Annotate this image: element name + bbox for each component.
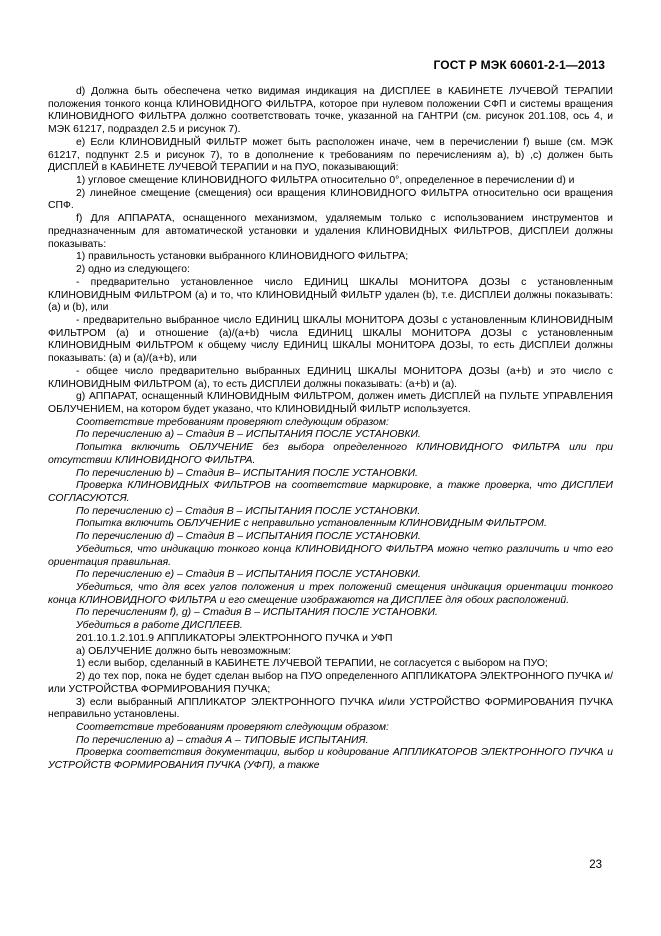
paragraph: d) Должна быть обеспечена четко видимая индикация на ДИСПЛЕЕ в КАБИНЕТЕ ЛУЧЕВОЙ ТЕРАПИИ положения тонкого конца КЛИНОВИДНОГО ФИЛЬТРА, которое при нулевом положении СФП и системы вращения КЛИНОВИДНОГО ФИЛЬТРА должно соответствовать точке, указанной на ГАНТРИ (см. рисунок 201.108, ось 4, и МЭК 61217, подраздел 2.5 и рисунок 7).: [48, 86, 613, 136]
paragraph: 201.10.1.2.101.9 АППЛИКАТОРЫ ЭЛЕКТРОННОГО ПУЧКА и УФП: [76, 632, 393, 644]
paragraph: По перечислению b) – Стадия В– ИСПЫТАНИЯ ПОСЛЕ УСТАНОВКИ.: [76, 467, 418, 479]
paragraph: По перечислению e) – Стадия В – ИСПЫТАНИЯ ПОСЛЕ УСТАНОВКИ.: [76, 569, 421, 581]
paragraph: Соответствие требованиям проверяют следующим образом:: [76, 416, 389, 428]
paragraph: Проверка КЛИНОВИДНЫХ ФИЛЬТРОВ на соответствие маркировке, а также проверка, что ДИСПЛЕИ СОГЛАСУЮТСЯ.: [48, 480, 613, 504]
page-body: [48, 86, 613, 773]
paragraph: Попытка включить ОБЛУЧЕНИЕ с неправильно установленным КЛИНОВИДНЫМ ФИЛЬТРОМ.: [76, 518, 547, 530]
paragraph: По перечислению c) – Стадия В – ИСПЫТАНИЯ ПОСЛЕ УСТАНОВКИ.: [76, 505, 421, 517]
paragraph: Соответствие требованиям проверяют следующим образом:: [76, 721, 389, 733]
paragraph: По перечислению d) – Стадия В – ИСПЫТАНИЯ ПОСЛЕ УСТАНОВКИ.: [76, 531, 421, 543]
paragraph: 2) до тех пор, пока не будет сделан выбор на ПУО определенного АППЛИКАТОРА ЭЛЕКТРОННОГО ПУЧКА и/или УСТРОЙСТВА ФОРМИРОВАНИЯ ПУЧКА;: [48, 671, 613, 695]
page-number: 23: [589, 859, 602, 871]
paragraph: По перечислению a) – Стадия В – ИСПЫТАНИЯ ПОСЛЕ УСТАНОВКИ.: [76, 429, 421, 441]
paragraph: Убедиться в работе ДИСПЛЕЕВ.: [76, 620, 243, 632]
paragraph: Попытка включить ОБЛУЧЕНИЕ без выбора определенного КЛИНОВИДНОГО ФИЛЬТРА или при отсутствии КЛИНОВИДНОГО ФИЛЬТРА.: [48, 442, 613, 466]
paragraph: 1) если выбор, сделанный в КАБИНЕТЕ ЛУЧЕВОЙ ТЕРАПИИ, не согласуется с выбором на ПУО;: [76, 658, 548, 670]
paragraph: 1) правильность установки выбранного КЛИНОВИДНОГО ФИЛЬТРА;: [76, 251, 409, 263]
document-header: ГОСТ Р МЭК 60601-2-1—2013: [433, 58, 605, 72]
paragraph: 3) если выбранный АППЛИКАТОР ЭЛЕКТРОННОГО ПУЧКА и/или УСТРОЙСТВО ФОРМИРОВАНИЯ ПУЧКА неправильно установлены.: [48, 696, 613, 721]
paragraph: Убедиться, что индикацию тонкого конца КЛИНОВИДНОГО ФИЛЬТРА можно четко различить и что его ориентация правильная.: [48, 543, 613, 568]
paragraph: f) Для АППАРАТА, оснащенного механизмом, удаляемым только с использованием инструментов и предназначенным для автоматической установки и удаления КЛИНОВИДНЫХ ФИЛЬТРОВ, ДИСПЛЕИ должны показывать:: [48, 213, 613, 250]
paragraph: По перечислению а) – стадия А – ТИПОВЫЕ ИСПЫТАНИЯ.: [76, 734, 369, 746]
paragraph: Проверка соответствия документации, выбор и кодирование АППЛИКАТОРОВ ЭЛЕКТРОННОГО ПУЧКА и УСТРОЙСТВ ФОРМИРОВАНИЯ ПУЧКА (УФП), а также: [48, 747, 613, 772]
paragraph: 1) угловое смещение КЛИНОВИДНОГО ФИЛЬТРА относительно 0°, определенное в перечислении d) и: [76, 175, 575, 187]
paragraph: По перечислениям f), g) – Стадия В – ИСПЫТАНИЯ ПОСЛЕ УСТАНОВКИ.: [76, 607, 438, 619]
paragraph: а) ОБЛУЧЕНИЕ должно быть невозможным:: [76, 645, 291, 657]
paragraph: e) Если КЛИНОВИДНЫЙ ФИЛЬТР может быть расположен иначе, чем в перечислении f) выше (см. МЭК 61217, подпункт 2.5 и рисунок 7), то в дополнение к требованиям по перечислениям a), b) ,c) должен быть ДИСПЛЕЙ в КАБИНЕТЕ ЛУЧЕВОЙ ТЕРАПИИ и на ПУО, показывающий:: [48, 136, 613, 174]
paragraph: - предварительно установленное число ЕДИНИЦ ШКАЛЫ МОНИТОРА ДОЗЫ с установленным КЛИНОВИДНЫМ ФИЛЬТРОМ (а) и то, что КЛИНОВИДНЫЙ ФИЛЬТР удален (b), т.е. ДИСПЛЕИ должны показывать: (а) и (b), или: [48, 276, 613, 314]
paragraph: - предварительно выбранное число ЕДИНИЦ ШКАЛЫ МОНИТОРА ДОЗЫ с установленным КЛИНОВИДНЫМ ФИЛЬТРОМ (а) и отношение (а)/(а+b) числа ЕДИНИЦ ШКАЛЫ МОНИТОРА ДОЗЫ с установленным КЛИНОВИДНЫМ ФИЛЬТРОМ к общему числу ЕДИНИЦ ШКАЛЫ МОНИТОРА ДОЗЫ, то есть ДИСПЛЕИ должны показывать: (а) и (а)/(а+b), или: [48, 314, 613, 365]
paragraph: Убедиться, что для всех углов положения и трех положений смещения индикация ориентации тонкого конца КЛИНОВИДНОГО ФИЛЬТРА и его смещение изображаются на ДИСПЛЕЕ для обоих расположений.: [48, 582, 613, 606]
paragraph: g) АППАРАТ, оснащенный КЛИНОВИДНЫМ ФИЛЬТРОМ, должен иметь ДИСПЛЕЙ на ПУЛЬТЕ УПРАВЛЕНИЯ ОБЛУЧЕНИЕМ, на котором будет указано, что КЛИНОВИДНЫЙ ФИЛЬТР используется.: [48, 391, 613, 415]
paragraph: 2) одно из следующего:: [76, 264, 190, 276]
paragraph: 2) линейное смещение (смещения) оси вращения КЛИНОВИДНОГО ФИЛЬТРА относительно оси вращения СПФ.: [48, 187, 613, 212]
paragraph: - общее число предварительно выбранных ЕДИНИЦ ШКАЛЫ МОНИТОРА ДОЗЫ (а+b) и это число с КЛИНОВИДНЫМ ФИЛЬТРОМ (а), то есть ДИСПЛЕИ должны показывать: (а+b) и (а).: [48, 365, 613, 390]
